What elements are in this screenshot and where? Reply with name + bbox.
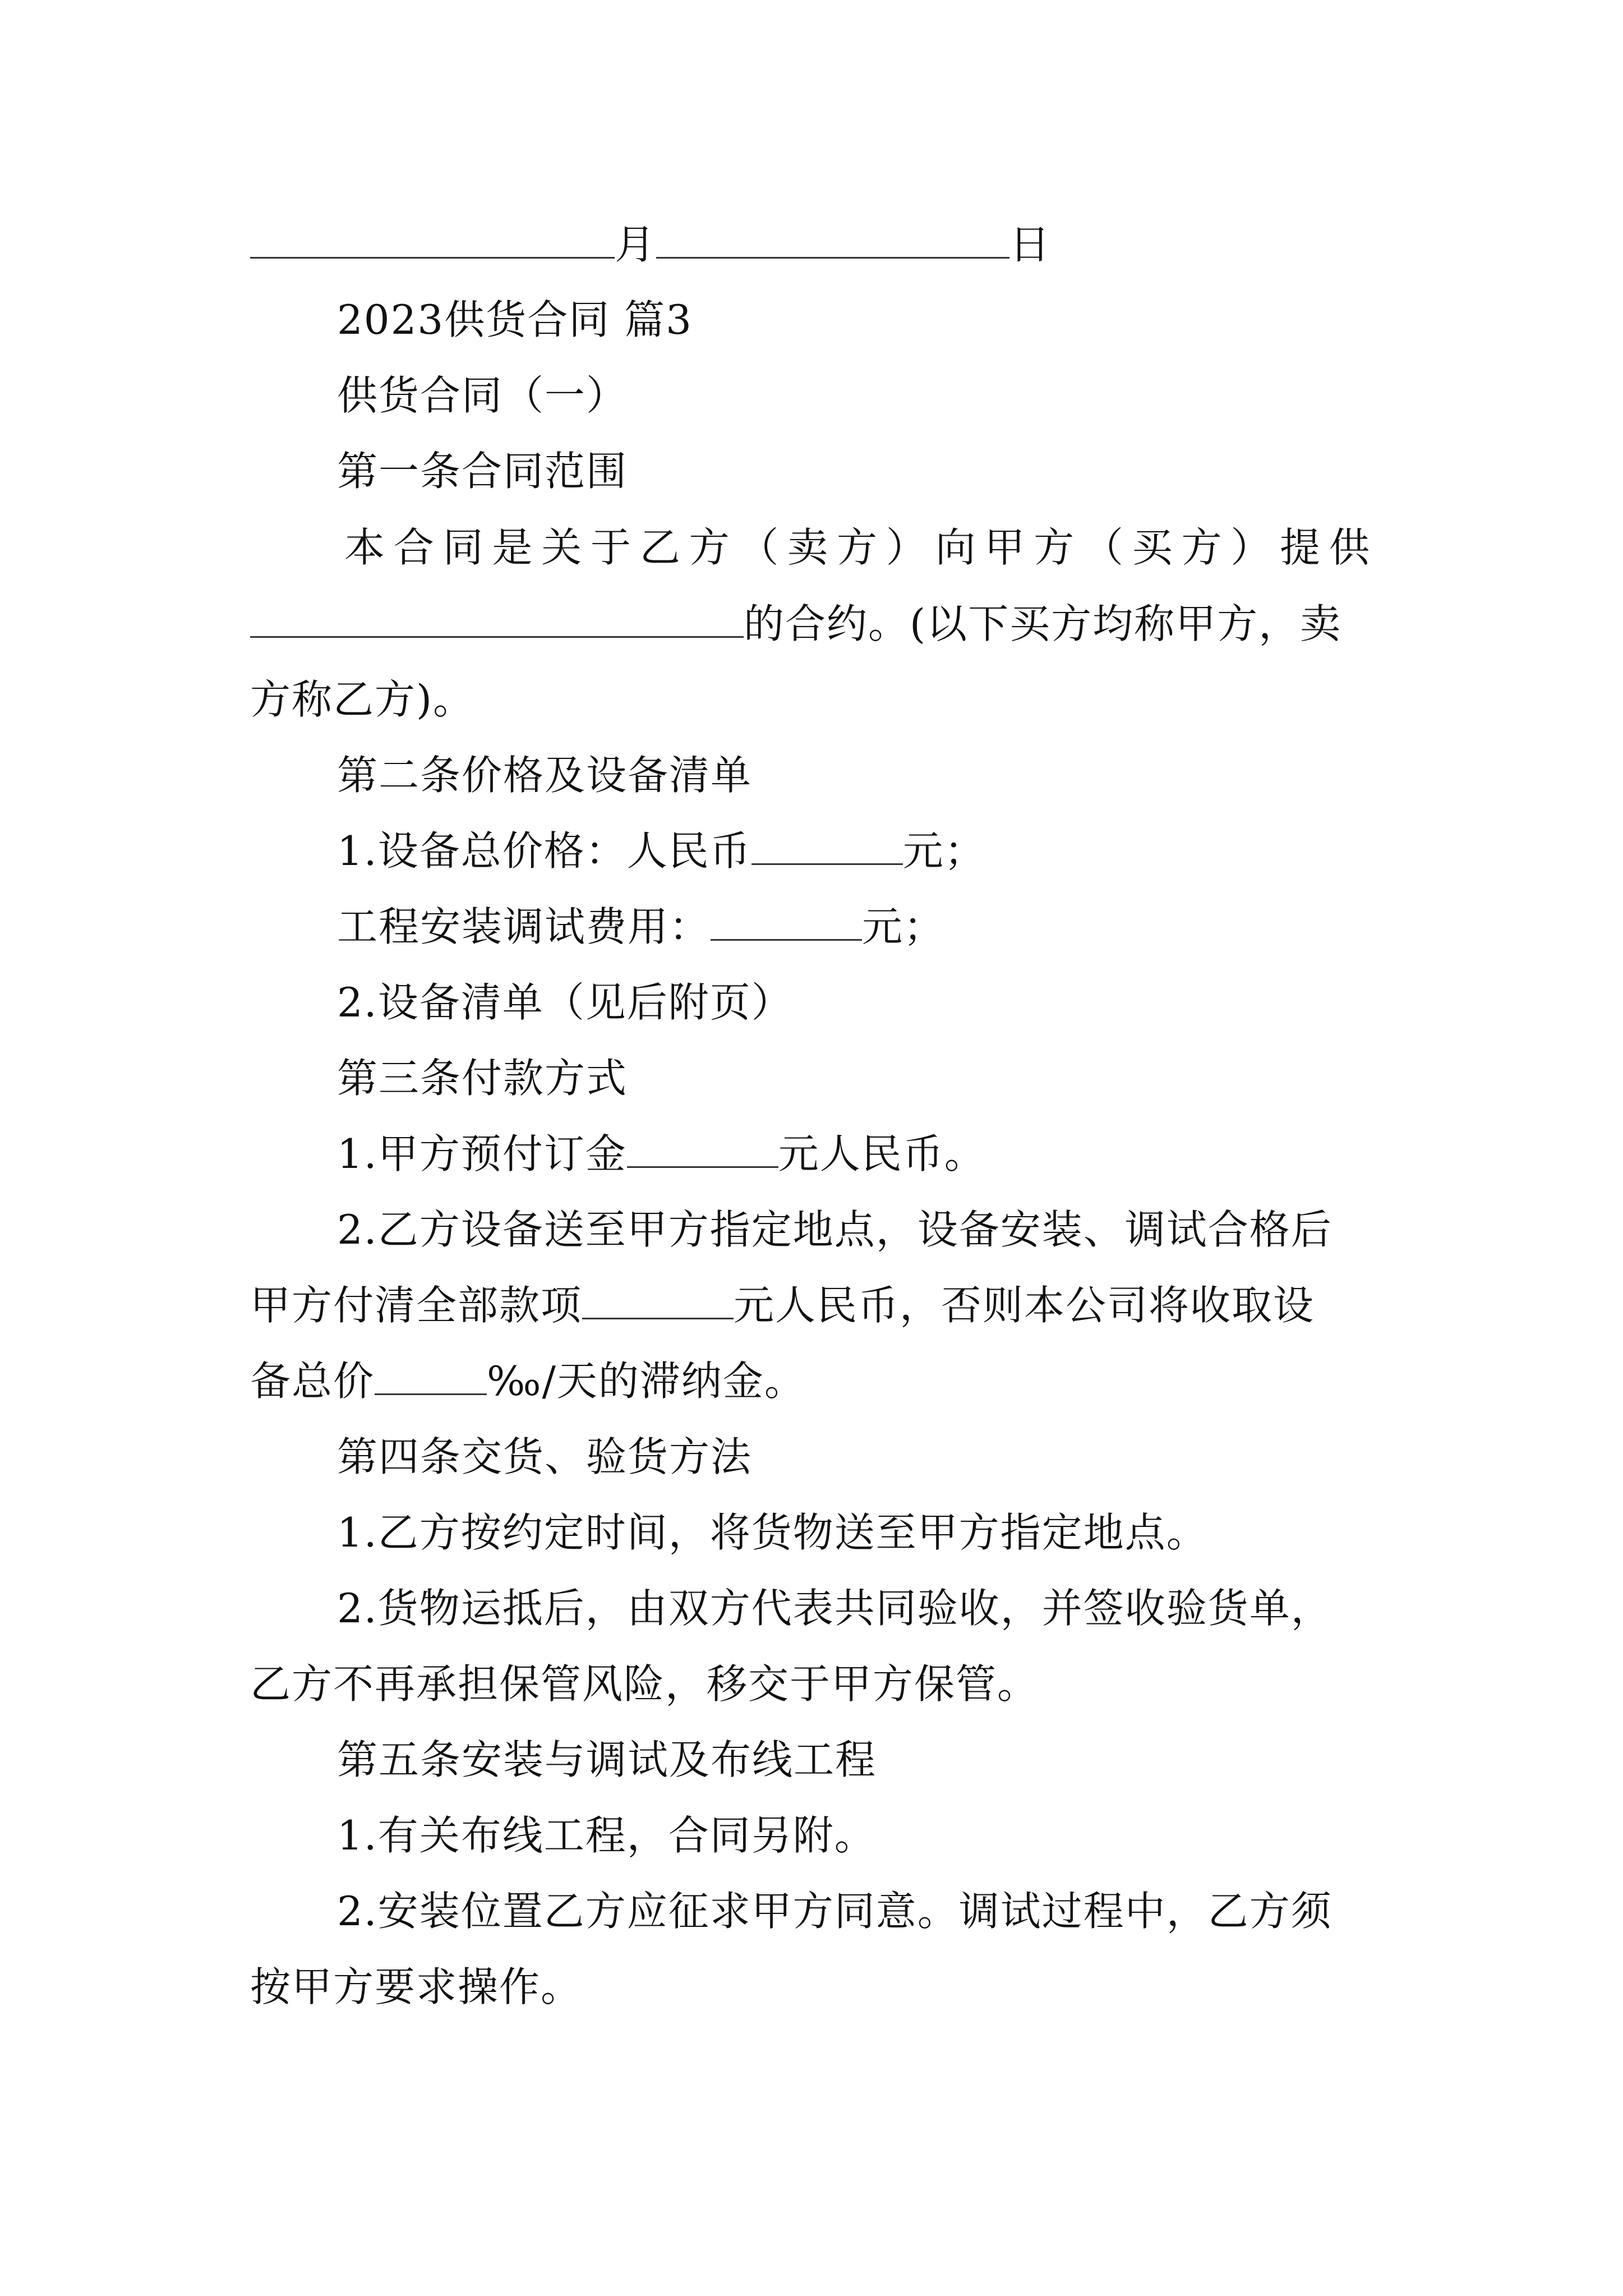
day-blank [656,222,1009,259]
article2-fee-suffix: 元； [862,903,946,950]
article3-item2-line2-prefix: 甲方付清全部款项 [250,1282,583,1329]
article1-line1-char: ） [1230,524,1272,571]
article1-line1-char: （ [1082,524,1124,571]
article1-line1-char: 向 [935,524,977,571]
article5-heading: 第五条安装与调试及布线工程 [337,1736,877,1783]
article1-line1-char: 方 [1034,524,1076,571]
article1-line1-char: 甲 [984,524,1026,571]
article1-line1-char: 同 [442,524,485,571]
article1-line3: 方称乙方)。 [250,676,475,723]
install-fee-blank [711,904,862,941]
article3-item2-line3-suffix: ‰/天的滞纳金。 [487,1358,806,1405]
article2-item2: 2.设备清单（见后附页） [337,979,793,1026]
month-blank [250,222,615,259]
article1-line1-char: 提 [1280,524,1322,571]
article3-item2-line2-suffix: 元人民币，否则本公司将收取设 [734,1282,1315,1329]
article1-line1-char: 乙 [639,524,681,571]
article5-item2-line2: 按甲方要求操作。 [250,1963,583,2010]
article2-item1-prefix: 1.设备总价格：人民币 [337,827,751,875]
article1-line1-char: 于 [590,524,632,571]
article3-heading: 第三条付款方式 [337,1055,628,1102]
article3-item2-line1: 2.乙方设备送至甲方指定地点，设备安装、调试合格后 [337,1206,1332,1253]
article2-fee [337,904,945,949]
article3-item2-line3 [250,1359,806,1404]
article1-line2-text: 的合约。(以下买方均称甲方，卖 [744,600,1342,647]
article1-line2 [250,601,1341,646]
article1-line1-char: 买 [1132,524,1174,571]
goods-blank [250,601,744,638]
article4-item2-line1: 2.货物运抵后，由双方代表共同验收，并签收验货单， [337,1585,1332,1632]
article1-line1 [344,525,1371,570]
full-payment-blank [582,1283,734,1319]
article1-line1-char: （ [738,524,780,571]
article1-line1-char: ） [886,524,928,571]
article4-item1: 1.乙方按约定时间，将货物送至甲方指定地点。 [337,1509,1208,1556]
month-label: 月 [615,221,657,268]
article1-line1-char: 方 [1181,524,1223,571]
date-line [250,222,1051,267]
article5-item2-line1: 2.安装位置乙方应征求甲方同意。调试过程中，乙方须 [337,1888,1332,1935]
article1-heading: 第一条合同范围 [337,448,628,495]
article5-item1: 1.有关布线工程，合同另附。 [337,1812,876,1859]
article3-item1-suffix: 元人民币。 [778,1130,986,1177]
article2-item1-suffix: 元； [902,827,986,875]
deposit-blank [627,1131,778,1168]
section-title: 2023供货合同 篇3 [337,296,693,343]
article3-item2-line2 [250,1283,1315,1328]
total-price-blank [751,829,903,865]
article1-line1-char: 方 [689,524,731,571]
article2-fee-prefix: 工程安装调试费用： [337,903,711,950]
article1-line1-char: 关 [541,524,583,571]
article2-heading: 第二条价格及设备清单 [337,752,753,799]
contract-title: 供货合同（一） [337,372,628,419]
article1-line1-char: 方 [836,524,878,571]
article1-line1-char: 是 [492,524,534,571]
article4-item2-line2: 乙方不再承担保管风险，移交于甲方保管。 [250,1660,1039,1708]
day-label: 日 [1009,221,1052,268]
article3-item1-prefix: 1.甲方预付订金 [337,1130,627,1177]
article2-item1 [337,829,986,873]
article1-line1-char: 合 [393,524,435,571]
article4-heading: 第四条交货、验货方法 [337,1433,753,1480]
article1-line1-char: 卖 [787,524,829,571]
article3-item2-line3-prefix: 备总价 [250,1358,375,1405]
article1-line1-char: 供 [1329,524,1371,571]
article3-item1 [337,1131,986,1176]
article1-line1-char: 本 [344,524,386,571]
late-fee-rate-blank [375,1359,487,1395]
